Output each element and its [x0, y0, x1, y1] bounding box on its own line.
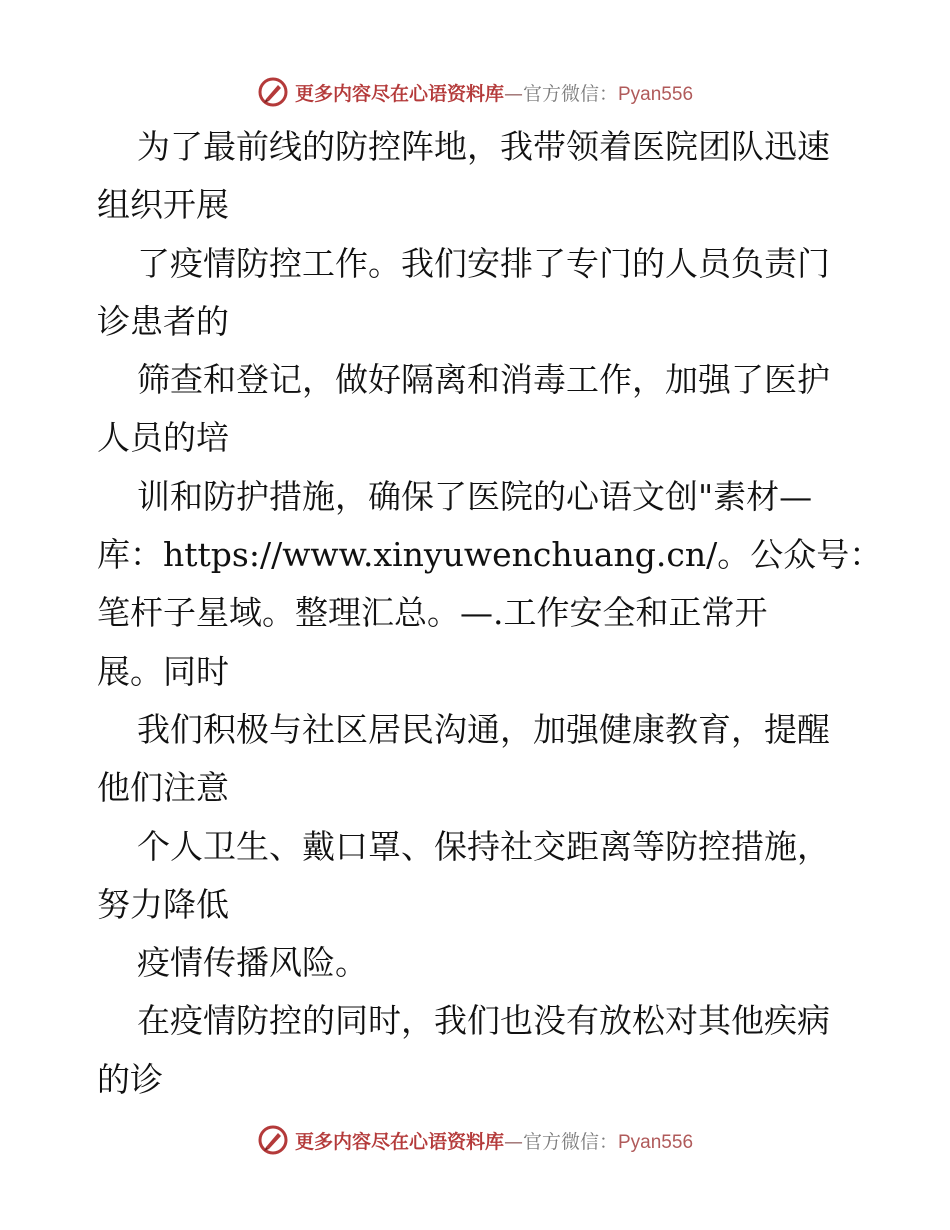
footer-banner-separator: —: [503, 1130, 523, 1153]
header-banner-main: 更多内容尽在心语资料库: [294, 82, 504, 105]
body-line: 我们积极与社区居民沟通，加强健康教育，提醒: [137, 709, 830, 749]
footer-banner-wechat-id: Pyan556: [618, 1131, 694, 1153]
body-line: 组织开展: [97, 185, 229, 225]
body-line: 训和防护措施，确保了医院的心语文创"素材—: [137, 476, 813, 516]
body-line: 的诊: [97, 1059, 163, 1099]
header-banner-text: [295, 79, 693, 106]
footer-banner: [0, 1120, 950, 1160]
body-line: 了疫情防控工作。我们安排了专门的人员负责门: [137, 243, 830, 283]
header-banner: [0, 72, 950, 112]
footer-banner-wechat-label: 官方微信：: [522, 1130, 618, 1153]
header-banner-wechat-id: Pyan556: [618, 83, 694, 105]
body-line: 努力降低: [97, 884, 229, 924]
body-line: 诊患者的: [97, 301, 229, 341]
footer-banner-main: 更多内容尽在心语资料库: [294, 1130, 504, 1153]
header-banner-wechat-label: 官方微信：: [522, 82, 618, 105]
body-line: 库：https://www.xinyuwenchuang.cn/。公众号：: [97, 535, 883, 575]
document-body: [97, 118, 883, 1109]
body-line: 疫情传播风险。: [137, 943, 368, 983]
pen-logo-icon: [257, 76, 289, 108]
body-line: 在疫情防控的同时，我们也没有放松对其他疾病: [137, 1001, 830, 1041]
body-line: 个人卫生、戴口罩、保持社交距离等防控措施，: [137, 826, 830, 866]
body-line: 为了最前线的防控阵地，我带领着医院团队迅速: [137, 127, 830, 166]
body-line: 展。同时: [97, 651, 229, 691]
header-banner-separator: —: [503, 82, 523, 105]
footer-banner-text: [295, 1127, 693, 1154]
pen-logo-icon: [257, 1124, 289, 1156]
body-line: 笔杆子星域。整理汇总。—.工作安全和正常开: [97, 593, 768, 633]
body-line: 他们注意: [97, 768, 229, 808]
body-line: 人员的培: [97, 418, 229, 458]
body-line: 筛查和登记，做好隔离和消毒工作，加强了医护: [137, 360, 830, 400]
